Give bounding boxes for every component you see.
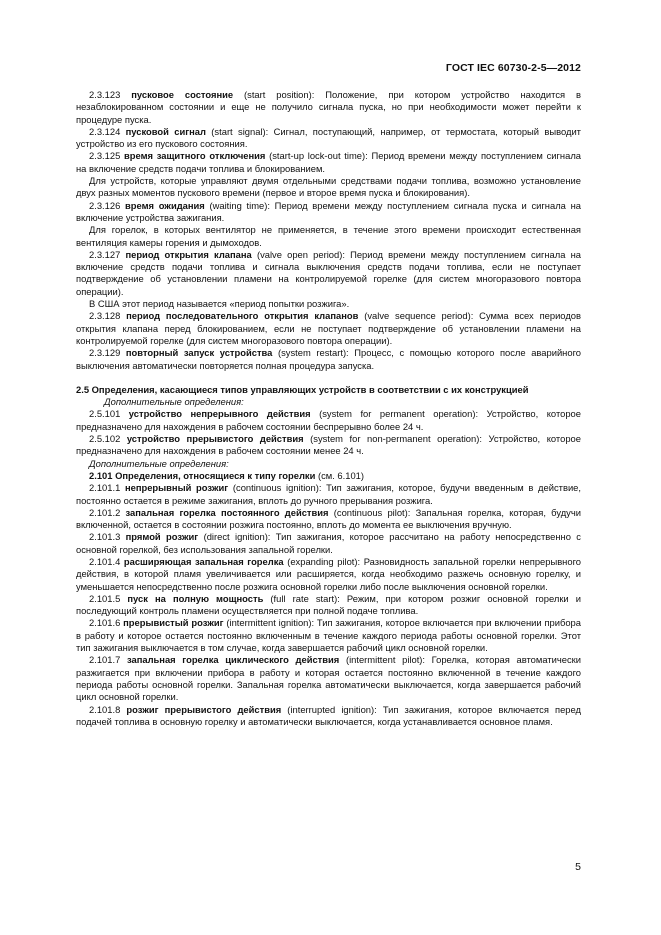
clause-number: 2.101.8: [89, 703, 127, 715]
paragraph: [76, 249, 581, 298]
clause-number: 2.101.5: [89, 592, 128, 604]
paragraph: [76, 89, 581, 126]
paragraph: [76, 593, 581, 618]
definition-text: (continuous pilot): Запальная горелка, которая, будучи включенной, остается в состоянии розжига постоянно, вплоть до момента ее выключения вручную.: [76, 506, 581, 531]
clause-number: 2.101.3: [89, 531, 126, 543]
term: непрерывный розжиг: [124, 482, 229, 494]
definition-text: (start-up lock-out time): Период времени между поступлением сигнала на включение средств подачи топлива и блокированием.: [76, 150, 582, 174]
paragraph: [76, 200, 581, 225]
clause-number: 2.101.6: [89, 617, 124, 629]
definition-text: (см. 6.101): [315, 469, 365, 481]
term: повторный запуск устройства: [125, 347, 273, 359]
term: устройство прерывистого действия: [126, 433, 304, 445]
definition-text: (intermittent pilot): Горелка, которая автоматически разжигается при включении прибора в работу и которая остается постоянно включенной в течение каждого периода работы основной горелки. Запальная горелка автоматически выключается, когда завершается рабочий цикл основной горелки.: [76, 654, 582, 703]
paragraph: [76, 654, 581, 703]
definition-text: (interrupted ignition): Тип зажигания, которое включается перед подачей топлива в основную горелку и автоматически выключается, когда устанавливается основное пламя.: [76, 703, 581, 727]
definition-text: (full rate start): Режим, при котором розжиг основной горелки и последующий контроль пламени осуществляется при полной подаче топлива.: [76, 592, 581, 617]
clause-number: 2.101.2: [89, 506, 126, 518]
paragraph: [76, 482, 581, 507]
paragraph: [76, 310, 581, 347]
term: устройство непрерывного действия: [128, 408, 311, 420]
term: 2.101 Определения, относящиеся к типу горелки: [89, 469, 316, 481]
clause-number: 2.101.1: [89, 482, 125, 494]
paragraph: [76, 396, 581, 408]
term: период последовательного открытия клапанов: [126, 310, 359, 322]
clause-number: 2.3.128: [89, 310, 127, 322]
paragraph: [76, 470, 581, 482]
clause-number: 2.101.7: [89, 654, 127, 666]
term: розжиг прерывистого действия: [126, 703, 282, 715]
term: запальная горелка циклического действия: [126, 654, 340, 666]
paragraph: [76, 556, 581, 593]
paragraph: [76, 704, 581, 729]
clause-number: 2.3.126: [89, 199, 125, 211]
definition-text: (start signal): Сигнал, поступающий, например, от термостата, который выводит устройство из его пускового состояния.: [76, 125, 581, 150]
paragraph: [76, 150, 581, 175]
clause-number: 2.3.127: [89, 248, 126, 260]
term: время защитного отключения: [124, 150, 266, 162]
paragraph: [76, 458, 581, 470]
paragraph: [76, 384, 581, 396]
definition-text: (start position): Положение, при котором устройство находится в незаблокированном состоянии и еще не получило сигнала пуска, но при необходимости может перейти к процедуре пуска.: [76, 89, 581, 125]
paragraph: [76, 507, 581, 532]
definition-text: (valve open period): Период времени между поступлением сигнала на включение средств подачи топлива и сигнала выключения средств подачи топлива, если не поступает подтверждение об установлении пламени на контролируемой горелке (для систем многоразового повтора операции).: [76, 248, 581, 297]
clause-number: 2.3.129: [89, 347, 126, 359]
definition-text: (valve sequence period): Сумма всех периодов открытия клапана перед блокированием, если не поступает подтверждение об установлении пламени на контролируемой горелке (для систем многоразового повтора операции).: [76, 310, 581, 346]
paragraph: [76, 126, 581, 151]
clause-number: 2.101.4: [89, 555, 124, 567]
term: прерывистый розжиг: [123, 617, 224, 629]
clause-number: 2.5.102: [89, 433, 127, 445]
term: прямой розжиг: [125, 531, 199, 543]
definition-text: (direct ignition): Тип зажигания, которое рассчитано на работу непосредственно с основной горелкой, без использования запальной горелки.: [76, 531, 581, 555]
definition-text: (system for non-permanent operation): Устройство, которое предназначено для нахождения в рабочем состоянии менее 24 ч.: [76, 433, 581, 457]
term: расширяющая запальная горелка: [123, 555, 284, 567]
term: время ожидания: [125, 199, 205, 211]
italic-note: Дополнительные определения:: [89, 457, 229, 469]
paragraph: [76, 224, 581, 249]
definition-text: В США этот период называется «период попытки розжига».: [89, 298, 350, 310]
term: 2.5 Определения, касающиеся типов управляющих устройств в соответствии с их конструкцией: [76, 383, 529, 395]
paragraph: [76, 347, 581, 372]
clause-number: 2.3.124: [89, 125, 126, 137]
paragraph: [76, 408, 581, 433]
paragraph: [76, 531, 581, 556]
term: пусковой сигнал: [125, 125, 206, 137]
paragraph: [76, 175, 581, 200]
term: пусковое состояние: [131, 89, 234, 100]
term: пуск на полную мощность: [127, 592, 264, 604]
clause-number: 2.3.123: [89, 89, 132, 100]
definition-text: (continuous ignition): Тип зажигания, которое, будучи введенным в действие, постоянно остается в режиме зажигания, вплоть до ручного прерывания розжига.: [76, 482, 581, 506]
paragraph: [76, 298, 581, 310]
definition-text: (expanding pilot): Разновидность запальной горелки непрерывного действия, в которой пламя увеличивается или расширяется, когда необходимо разжечь основную горелку, и уменьшается непосредственно после розжига основной горелки либо после выключения основной горелки.: [76, 555, 582, 592]
clause-number: 2.3.125: [89, 150, 125, 162]
paragraph: [76, 433, 581, 458]
definition-text: (waiting time): Период времени между поступлением сигнала пуска и сигнала на включение устройства зажигания.: [76, 199, 581, 223]
clause-number: 2.5.101: [89, 408, 129, 420]
definition-text: (system for permanent operation): Устройство, которое предназначено для нахождения в рабочем состоянии беспрерывно более 24 ч.: [76, 408, 581, 432]
document-body: [76, 89, 581, 728]
standard-header: ГОСТ IEC 60730-2-5—2012: [445, 62, 581, 74]
term: период открытия клапана: [125, 248, 252, 260]
definition-text: (intermittent ignition): Тип зажигания, которое включается при включении прибора в работу и которое остается постоянно включенным в течение каждого периода работы основной горелки. Этот тип зажигания выключается в том случае, когда завершается рабочий цикл основной горелки.: [76, 617, 581, 654]
page-number: 5: [575, 861, 581, 873]
term: запальная горелка постоянного действия: [125, 506, 329, 518]
italic-note: Дополнительные определения:: [104, 396, 244, 408]
definition-text: Для горелок, в которых вентилятор не применяется, в течение этого времени происходит естественная вентиляция камеры горения и дымоходов.: [76, 224, 581, 248]
paragraph: [76, 617, 581, 654]
definition-text: Для устройств, которые управляют двумя отдельными средствами подачи топлива, возможно установление двух разных моментов пускового времени (первое и второе время пуска и блокирования).: [76, 175, 581, 199]
definition-text: (system restart): Процесс, с помощью которого после аварийного выключения автоматически повторяется полная процедура запуска.: [76, 347, 581, 371]
